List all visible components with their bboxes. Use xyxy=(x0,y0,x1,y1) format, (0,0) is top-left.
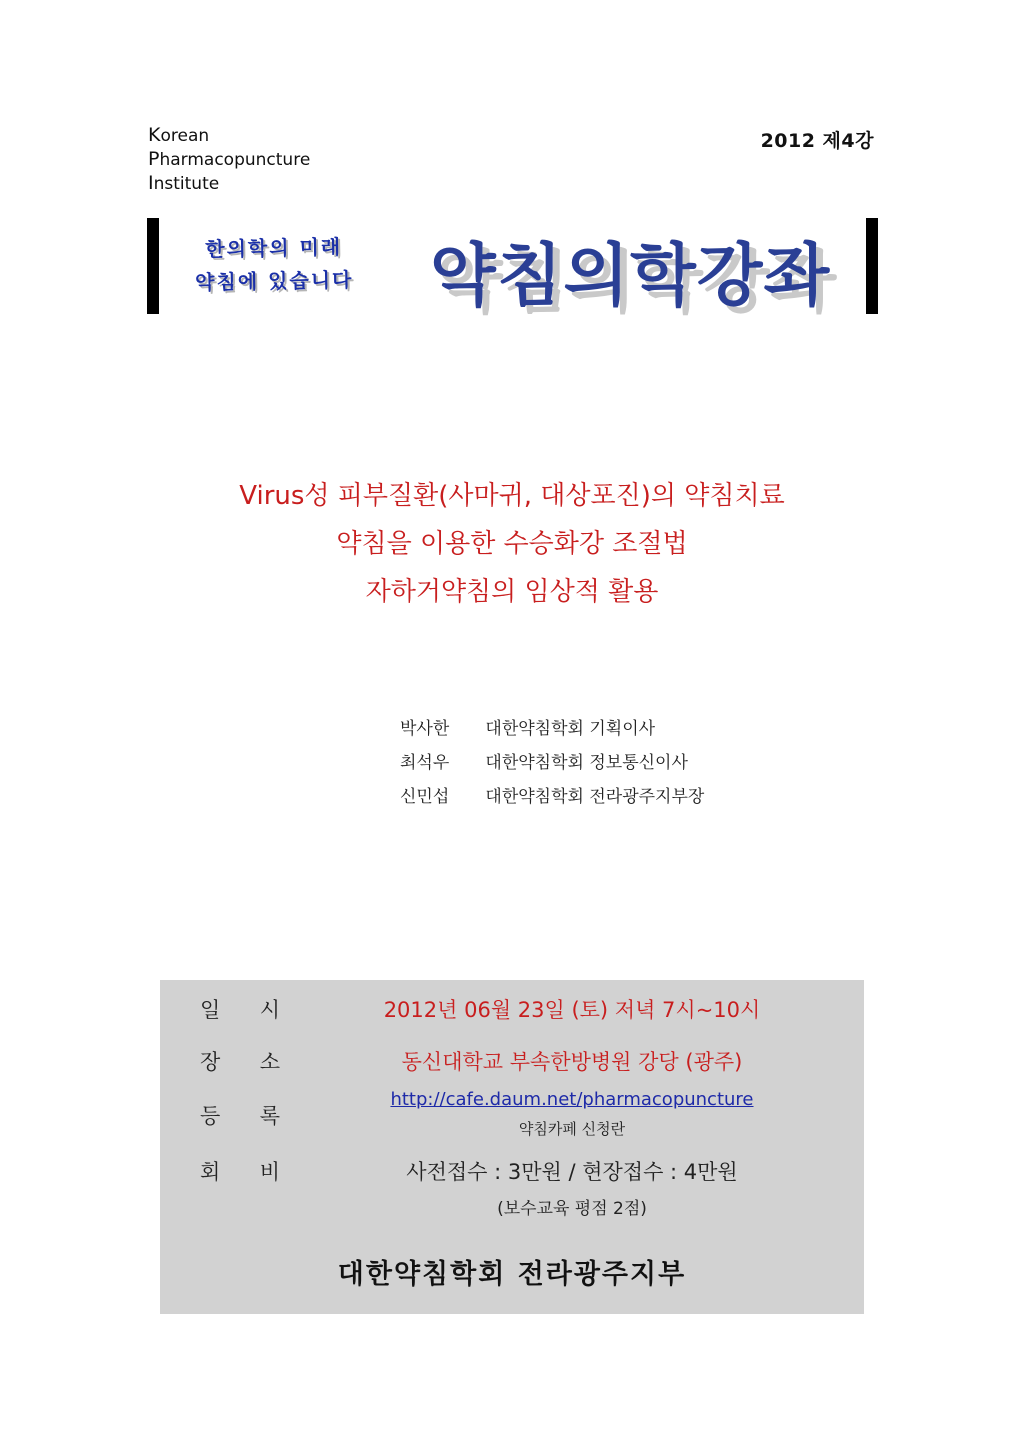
institute-line-1: Korean xyxy=(148,124,210,146)
speaker-row xyxy=(400,780,704,814)
lecture-title-1: Virus성 피부질환(사마귀, 대상포진)의 약침치료 xyxy=(239,481,785,511)
slogan-line-1: 한의학의 미래 xyxy=(205,234,343,262)
banner-right-bar xyxy=(866,218,878,314)
date-value: 2012년 06월 23일 (토) 저녁 7시~10시 xyxy=(383,998,761,1022)
slogan-line-2: 약침에 있습니다 xyxy=(194,267,354,295)
speaker-list xyxy=(400,712,704,814)
main-title: 약침의학강좌 xyxy=(430,237,831,316)
event-info-box xyxy=(160,980,864,1314)
speaker-name: 박사한 xyxy=(400,719,450,739)
speaker-name: 신민섭 xyxy=(400,787,450,807)
lecture-title-2: 약침을 이용한 수승화강 조절법 xyxy=(336,529,688,559)
register-link[interactable]: http://cafe.daum.net/pharmacopuncture xyxy=(390,1089,754,1110)
fee-value: 사전접수 : 3만원 / 현장접수 : 4만원 xyxy=(406,1160,738,1184)
organizer-name: 대한약침학회 전라광주지부 xyxy=(337,1259,687,1290)
place-label: 장 소 xyxy=(200,1050,280,1074)
place-value: 동신대학교 부속한방병원 강당 (광주) xyxy=(401,1050,743,1074)
speaker-role: 기획이사 xyxy=(589,719,656,739)
register-label: 등 록 xyxy=(200,1104,280,1128)
fee-label: 회 비 xyxy=(200,1160,280,1184)
banner-slogan xyxy=(189,231,358,300)
speaker-org: 대한약침학회 xyxy=(485,753,584,773)
institute-line-2: Pharmacopuncture xyxy=(148,148,311,170)
register-value xyxy=(280,1086,864,1110)
speaker-name: 최석우 xyxy=(400,753,450,773)
lecture-title-3: 자하거약침의 임상적 활용 xyxy=(365,577,659,607)
year-session: 2012 제4강 xyxy=(760,130,874,152)
speaker-org: 대한약침학회 xyxy=(485,787,584,807)
banner-left-bar xyxy=(147,218,159,314)
fee-note: (보수교육 평점 2점) xyxy=(497,1199,647,1219)
speaker-org: 대한약침학회 xyxy=(485,719,584,739)
institute-line-3: Institute xyxy=(148,172,220,194)
date-label: 일 시 xyxy=(200,998,280,1022)
lecture-titles xyxy=(0,472,1024,616)
speaker-role: 전라광주지부장 xyxy=(589,787,705,807)
speaker-row xyxy=(400,712,704,746)
speaker-role: 정보통신이사 xyxy=(589,753,688,773)
register-note: 약침카페 신청란 xyxy=(518,1120,626,1138)
institute-name xyxy=(148,124,310,196)
speaker-row xyxy=(400,746,704,780)
